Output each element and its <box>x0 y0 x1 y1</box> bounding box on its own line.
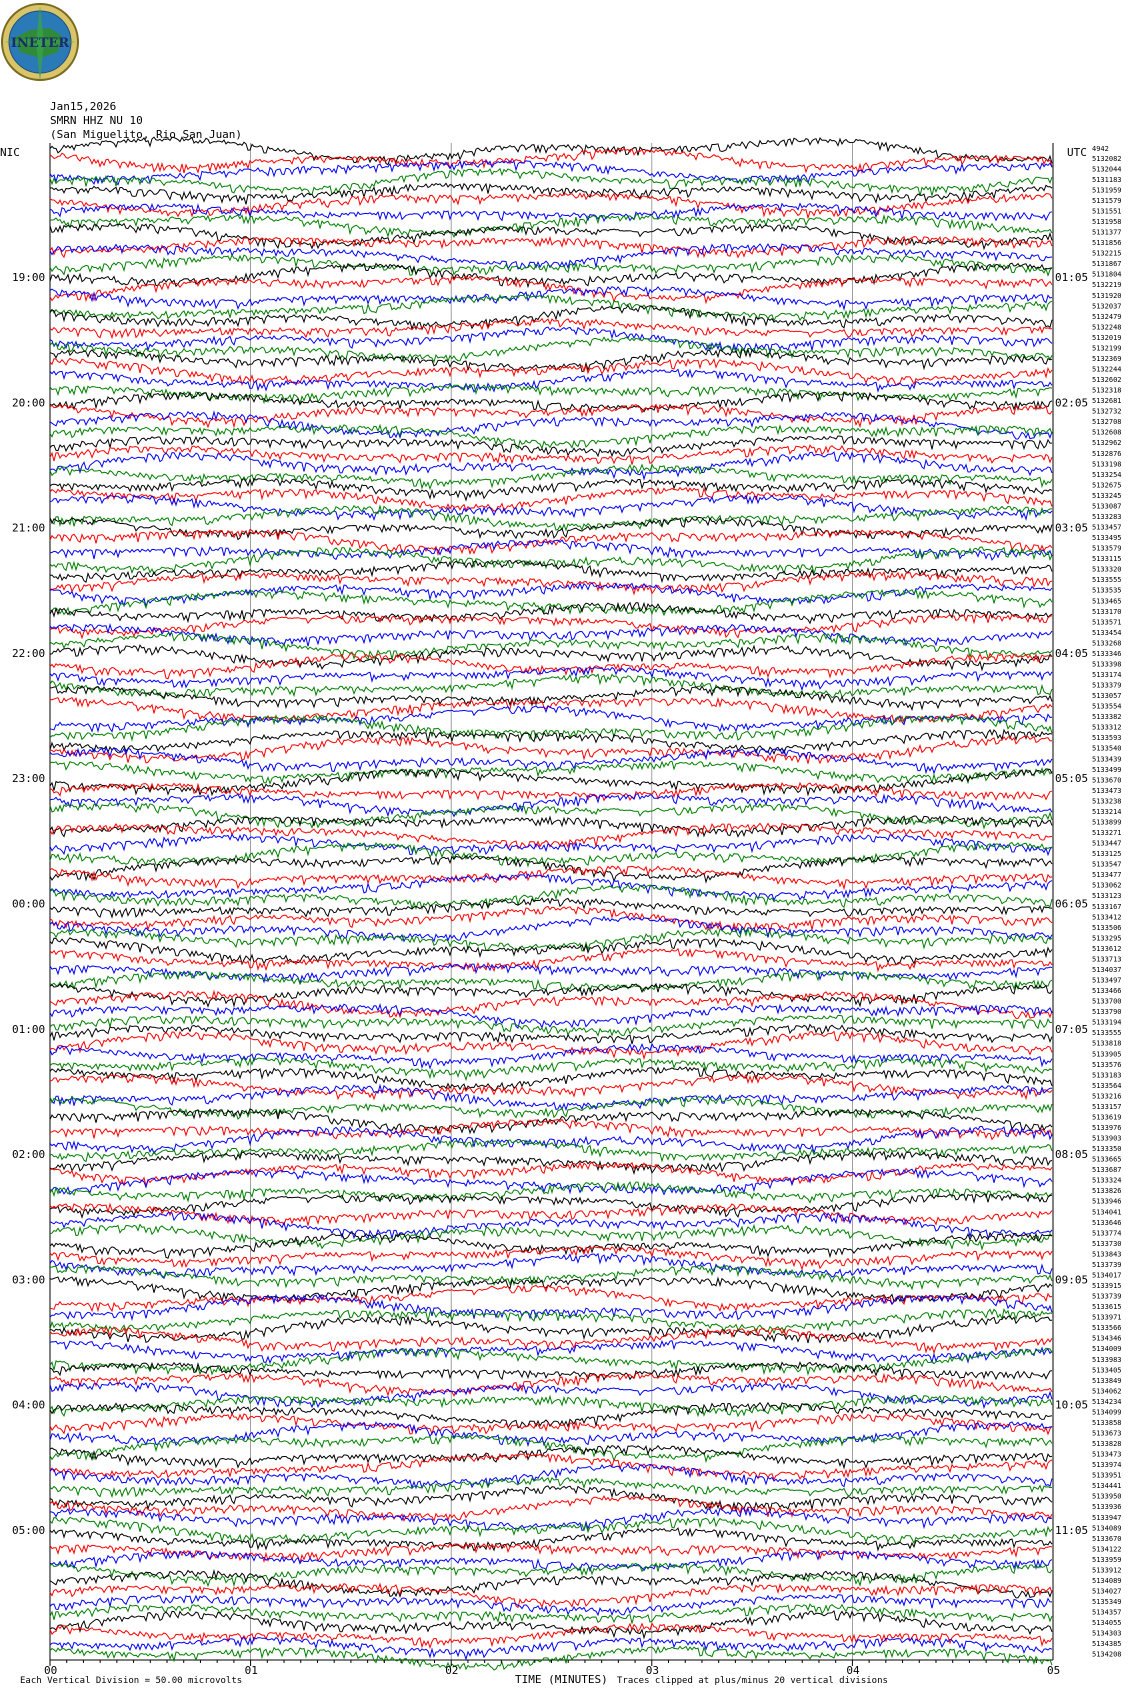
trace-value-label: 5133271 <box>1092 829 1122 837</box>
trace-value-label: 5133115 <box>1092 555 1122 564</box>
trace-value-label: 5131551 <box>1092 207 1122 216</box>
trace-line <box>50 1075 1052 1099</box>
trace-value-label: 5134017 <box>1092 1271 1122 1280</box>
trace-value-label: 5133495 <box>1092 534 1122 543</box>
trace-line <box>50 1233 1052 1258</box>
trace-line <box>50 885 1052 909</box>
trace-value-label: 5133547 <box>1092 860 1122 869</box>
trace-value-label: 5133818 <box>1092 1039 1122 1048</box>
trace-line <box>50 1403 1052 1428</box>
trace-value-label: 5133673 <box>1092 1429 1122 1438</box>
trace-value-label: 5133295 <box>1092 934 1122 943</box>
trace-value-label: 5134441 <box>1092 1482 1122 1491</box>
trace-line <box>50 193 1052 218</box>
trace-value-label: 5133665 <box>1092 1155 1122 1164</box>
trace-value-label: 5132876 <box>1092 449 1122 458</box>
left-hour-labels <box>12 271 45 1537</box>
trace-value-label: 5132708 <box>1092 418 1122 427</box>
left-hour-label: 03:00 <box>12 1273 46 1287</box>
trace-value-label: 5134089 <box>1092 1577 1122 1585</box>
date-label: Jan15,2026 <box>50 100 117 113</box>
trace-value-label: 5133245 <box>1092 491 1122 500</box>
trace-value-label: 5133579 <box>1092 544 1122 553</box>
right-hour-label: 07:05 <box>1055 1022 1089 1036</box>
trace-value-label: 5133238 <box>1092 797 1122 806</box>
trace-line <box>50 1254 1052 1279</box>
trace-line <box>50 803 1052 829</box>
trace-value-label: 5133739 <box>1092 1260 1122 1269</box>
trace-value-label: 5133454 <box>1092 628 1122 637</box>
trace-value-label: 5132215 <box>1092 249 1122 258</box>
trace-value-label: 5133555 <box>1092 576 1122 585</box>
trace-value-label: 5133912 <box>1092 1566 1122 1575</box>
trace-value-label: 5132369 <box>1092 355 1122 363</box>
trace-line <box>50 237 1052 258</box>
right-hour-label: 10:05 <box>1055 1398 1089 1412</box>
trace-value-label: 5133283 <box>1092 513 1122 521</box>
trace-value-label: 5133379 <box>1092 681 1122 690</box>
x-tick-label: 05 <box>1047 1664 1061 1677</box>
trace-value-label: 5133646 <box>1092 1218 1122 1227</box>
trace-value-label: 5133670 <box>1092 776 1122 785</box>
trace-value-label: 5133062 <box>1092 881 1122 890</box>
trace-line <box>50 1247 1052 1269</box>
trace-value-label: 5132318 <box>1092 386 1122 395</box>
trace-value-label: 5133465 <box>1092 597 1122 606</box>
trace-value-label: 5131183 <box>1092 175 1122 184</box>
left-hour-label: 05:00 <box>12 1524 46 1537</box>
trace-value-label: 5132219 <box>1092 281 1122 290</box>
trace-value-label: 5133473 <box>1092 786 1122 795</box>
trace-value-label: 5133571 <box>1092 618 1122 627</box>
trace-value-label: 5133730 <box>1092 1239 1122 1248</box>
right-hour-label: 06:05 <box>1055 897 1089 911</box>
left-hour-label: 02:00 <box>12 1148 46 1162</box>
right-hour-label: 09:05 <box>1055 1273 1089 1287</box>
trace-value-label: 5133790 <box>1092 1008 1122 1017</box>
trace-value-label: 5134009 <box>1092 1345 1122 1354</box>
right-hour-label: 11:05 <box>1055 1524 1089 1537</box>
trace-value-label: 5133087 <box>1092 502 1122 511</box>
x-tick-label: 01 <box>244 1664 258 1677</box>
trace-value-label: 5133826 <box>1092 1187 1122 1196</box>
right-hour-label: 03:05 <box>1055 521 1089 535</box>
trace-value-label: 5132681 <box>1092 397 1122 406</box>
trace-line <box>50 183 1052 204</box>
left-hour-label: 21:00 <box>12 521 46 535</box>
trace-line <box>50 405 1052 428</box>
trace-value-label: 5131856 <box>1092 239 1122 248</box>
clip-note: Traces clipped at plus/minus 20 vertical divisions <box>617 1676 888 1686</box>
right-hour-label: 01:05 <box>1055 271 1089 284</box>
trace-value-label: 5133457 <box>1092 523 1122 532</box>
right-hour-labels <box>1055 271 1088 1537</box>
trace-value-label: 5134099 <box>1092 1408 1122 1417</box>
trace-value-label: 5134089 <box>1092 1524 1122 1533</box>
trace-value-label: 5133554 <box>1092 702 1122 711</box>
trace-value-label: 5134208 <box>1092 1650 1122 1659</box>
trace-line <box>50 1395 1052 1416</box>
trace-value-label: 5132732 <box>1092 407 1122 416</box>
trace-value-label: 5133983 <box>1092 1355 1122 1364</box>
trace-value-label: 5134122 <box>1092 1545 1122 1554</box>
station-label: SMRN HHZ NU 10 <box>50 114 143 127</box>
trace-value-label: 5131958 <box>1092 218 1122 226</box>
trace-line <box>50 148 1052 173</box>
trace-value-label: 5133555 <box>1092 1029 1122 1038</box>
trace-line <box>50 1225 1052 1250</box>
trace-value-label: 5133057 <box>1092 692 1122 701</box>
trace-value-label: 5134037 <box>1092 966 1122 974</box>
trace-value-label: 5133576 <box>1092 1060 1122 1069</box>
x-tick-label: 04 <box>846 1664 860 1677</box>
trace-value-label: 5131804 <box>1092 270 1122 279</box>
trace-value-label: 5133959 <box>1092 1555 1122 1564</box>
trace-line <box>50 161 1052 185</box>
trace-line <box>50 972 1052 991</box>
trace-line <box>50 823 1052 848</box>
trace-line <box>50 674 1052 699</box>
trace-line <box>50 1004 1052 1028</box>
trace-value-label: 5134055 <box>1092 1619 1122 1628</box>
trace-line <box>50 645 1052 670</box>
trace-value-label: 5133350 <box>1092 1145 1122 1154</box>
trace-value-label: 5133670 <box>1092 1534 1122 1543</box>
trace-value-label: 5132675 <box>1092 481 1122 490</box>
trace-value-label: 5134027 <box>1092 1587 1122 1596</box>
trace-value-label: 5133849 <box>1092 1376 1122 1385</box>
trace-value-label: 5132248 <box>1092 323 1122 332</box>
trace-line <box>50 1464 1052 1488</box>
trace-value-label: 5133123 <box>1092 892 1122 901</box>
trace-value-label: 5133320 <box>1092 565 1122 574</box>
trace-line <box>50 748 1052 773</box>
trace-line <box>50 306 1052 330</box>
trace-line <box>50 1126 1052 1153</box>
trace-value-label: 5133312 <box>1092 723 1122 732</box>
trace-value-label: 5133564 <box>1092 1081 1122 1090</box>
trace-value-label: 5133899 <box>1092 818 1122 827</box>
trace-line <box>50 1309 1052 1333</box>
trace-value-label: 5133828 <box>1092 1440 1122 1448</box>
trace-line <box>50 949 1052 971</box>
trace-value-label: 5132608 <box>1092 428 1122 437</box>
trace-value-label: 5133612 <box>1092 944 1122 953</box>
trace-value-label: 5133903 <box>1092 1134 1122 1143</box>
trace-line <box>50 540 1052 560</box>
trace-value-first: 4942 <box>1092 145 1109 153</box>
trace-value-label: 5132199 <box>1092 344 1122 353</box>
x-tick-label: 03 <box>645 1664 660 1677</box>
trace-value-label: 5133254 <box>1092 470 1122 479</box>
trace-value-label: 5133936 <box>1092 1503 1122 1512</box>
trace-line <box>50 369 1052 391</box>
trace-value-label: 5133157 <box>1092 1102 1122 1111</box>
trace-line <box>50 1544 1052 1563</box>
left-hour-label: 20:00 <box>12 396 46 410</box>
trace-value-label: 5133382 <box>1092 713 1122 722</box>
trace-value-label: 5134062 <box>1092 1387 1122 1396</box>
trace-value-label: 5132037 <box>1092 302 1122 311</box>
right-tz-label: UTC <box>1067 146 1087 159</box>
trace-value-label: 5132082 <box>1092 154 1122 163</box>
left-hour-label: 01:00 <box>12 1022 46 1036</box>
right-hour-label: 05:05 <box>1055 772 1089 786</box>
trace-value-label: 5131959 <box>1092 186 1122 195</box>
trace-line <box>50 1362 1052 1379</box>
logo-text: INETER <box>10 36 70 51</box>
trace-value-label: 5133398 <box>1092 660 1122 669</box>
trace-value-label: 5133566 <box>1092 1324 1122 1333</box>
trace-value-label: 5133412 <box>1092 913 1122 922</box>
trace-value-label: 5133439 <box>1092 755 1122 764</box>
trace-value-label: 5133687 <box>1092 1166 1122 1175</box>
trace-value-label: 5133915 <box>1092 1282 1122 1290</box>
trace-value-label: 5133506 <box>1092 923 1122 932</box>
trace-line <box>50 244 1052 269</box>
trace-value-label: 5133499 <box>1092 765 1122 774</box>
trace-value-label: 5133946 <box>1092 1197 1122 1206</box>
trace-value-label: 5134234 <box>1092 1397 1122 1406</box>
scale-note: Each Vertical Division = 50.00 microvolts <box>20 1676 243 1686</box>
trace-value-label: 5133167 <box>1092 902 1122 911</box>
trace-value-label: 5132962 <box>1092 439 1122 448</box>
left-hour-label: 00:00 <box>12 897 46 911</box>
trace-value-label: 5134357 <box>1092 1608 1122 1617</box>
trace-value-label: 5133170 <box>1092 607 1122 616</box>
trace-line <box>50 547 1052 574</box>
trace-value-label: 5133125 <box>1092 850 1122 859</box>
trace-line <box>50 137 1052 164</box>
trace-value-label: 5132244 <box>1092 365 1122 374</box>
trace-value-label: 5133905 <box>1092 1050 1122 1059</box>
trace-value-label: 5133619 <box>1092 1113 1122 1122</box>
trace-value-labels <box>1092 155 1122 1659</box>
trace-line <box>50 991 1052 1018</box>
trace-value-label: 5133405 <box>1092 1366 1122 1375</box>
trace-value-label: 5133268 <box>1092 639 1122 648</box>
trace-value-label: 5133950 <box>1092 1492 1122 1501</box>
right-hour-label: 04:05 <box>1055 646 1089 660</box>
trace-line <box>50 1571 1052 1598</box>
trace-value-label: 5133774 <box>1092 1229 1122 1238</box>
trace-value-label: 5133214 <box>1092 808 1122 816</box>
trace-value-label: 5133447 <box>1092 839 1122 848</box>
trace-line <box>50 730 1052 754</box>
trace-value-label: 5131377 <box>1092 228 1122 237</box>
trace-line <box>50 783 1052 800</box>
trace-value-label: 5132044 <box>1092 165 1122 174</box>
trace-value-label: 5134385 <box>1092 1640 1122 1649</box>
trace-value-label: 5133593 <box>1092 734 1122 743</box>
left-hour-label: 22:00 <box>12 646 46 660</box>
trace-line <box>50 668 1052 690</box>
trace-value-label: 5133615 <box>1092 1303 1122 1312</box>
x-tick-label: 02 <box>445 1664 459 1677</box>
left-hour-label: 19:00 <box>12 271 46 284</box>
trace-value-label: 5133700 <box>1092 997 1122 1006</box>
location-label: (San Miguelito, Rio San Juan) <box>50 128 243 141</box>
trace-value-label: 5133951 <box>1092 1471 1122 1480</box>
right-hour-label: 02:05 <box>1055 396 1089 410</box>
left-tz-label: NIC <box>0 146 20 159</box>
trace-value-label: 5133216 <box>1092 1092 1122 1101</box>
trace-line <box>50 495 1052 519</box>
x-axis-title: TIME (MINUTES) <box>515 1673 608 1686</box>
x-tick-label: 00 <box>44 1664 58 1677</box>
trace-value-label: 5133535 <box>1092 586 1122 595</box>
trace-line <box>50 1551 1052 1570</box>
trace-line <box>50 223 1052 249</box>
right-hour-label: 08:05 <box>1055 1148 1089 1162</box>
trace-value-label: 5133971 <box>1092 1313 1122 1322</box>
trace-value-label: 5133466 <box>1092 987 1122 995</box>
trace-value-label: 5133947 <box>1092 1513 1122 1522</box>
trace-value-label: 5133713 <box>1092 955 1122 964</box>
trace-line <box>50 425 1052 449</box>
trace-line <box>50 412 1052 439</box>
trace-value-label: 5134041 <box>1092 1208 1122 1217</box>
trace-value-label: 5133473 <box>1092 1450 1122 1459</box>
trace-value-label: 5132019 <box>1092 333 1122 342</box>
trace-value-label: 5133497 <box>1092 976 1122 985</box>
trace-value-label: 5131867 <box>1092 260 1122 269</box>
trace-value-label: 5131920 <box>1092 291 1122 300</box>
trace-line <box>50 964 1052 983</box>
trace-line <box>50 816 1052 837</box>
trace-value-label: 5132479 <box>1092 312 1122 321</box>
trace-value-label: 5133540 <box>1092 744 1122 753</box>
trace-line <box>50 1528 1052 1550</box>
trace-value-label: 5134346 <box>1092 1334 1122 1343</box>
trace-value-label: 5133477 <box>1092 871 1122 880</box>
left-hour-label: 04:00 <box>12 1398 46 1412</box>
trace-value-label: 5133858 <box>1092 1419 1122 1427</box>
seismic-traces <box>50 137 1052 1670</box>
trace-line <box>50 1584 1052 1608</box>
trace-line <box>50 1646 1052 1670</box>
trace-value-label: 5132602 <box>1092 376 1122 384</box>
trace-value-label: 5133324 <box>1092 1176 1122 1185</box>
trace-line <box>50 572 1052 594</box>
trace-value-label: 5134303 <box>1092 1629 1122 1638</box>
trace-line <box>50 392 1052 411</box>
trace-line <box>50 1119 1052 1139</box>
trace-value-label: 5131579 <box>1092 196 1122 205</box>
trace-line <box>50 1382 1052 1408</box>
trace-value-label: 5133198 <box>1092 460 1122 469</box>
trace-value-label: 5133194 <box>1092 1018 1122 1027</box>
trace-value-label: 5133183 <box>1092 1071 1122 1080</box>
trace-value-label: 5133974 <box>1092 1461 1122 1470</box>
trace-value-label: 5133346 <box>1092 649 1122 658</box>
trace-value-label: 5135349 <box>1092 1598 1122 1607</box>
left-hour-label: 23:00 <box>12 772 46 786</box>
trace-line <box>50 654 1052 679</box>
trace-value-label: 5133174 <box>1092 671 1122 679</box>
trace-value-label: 5133739 <box>1092 1292 1122 1301</box>
trace-value-label: 5133843 <box>1092 1250 1122 1259</box>
trace-line <box>50 385 1052 404</box>
trace-value-label: 5133976 <box>1092 1124 1122 1132</box>
